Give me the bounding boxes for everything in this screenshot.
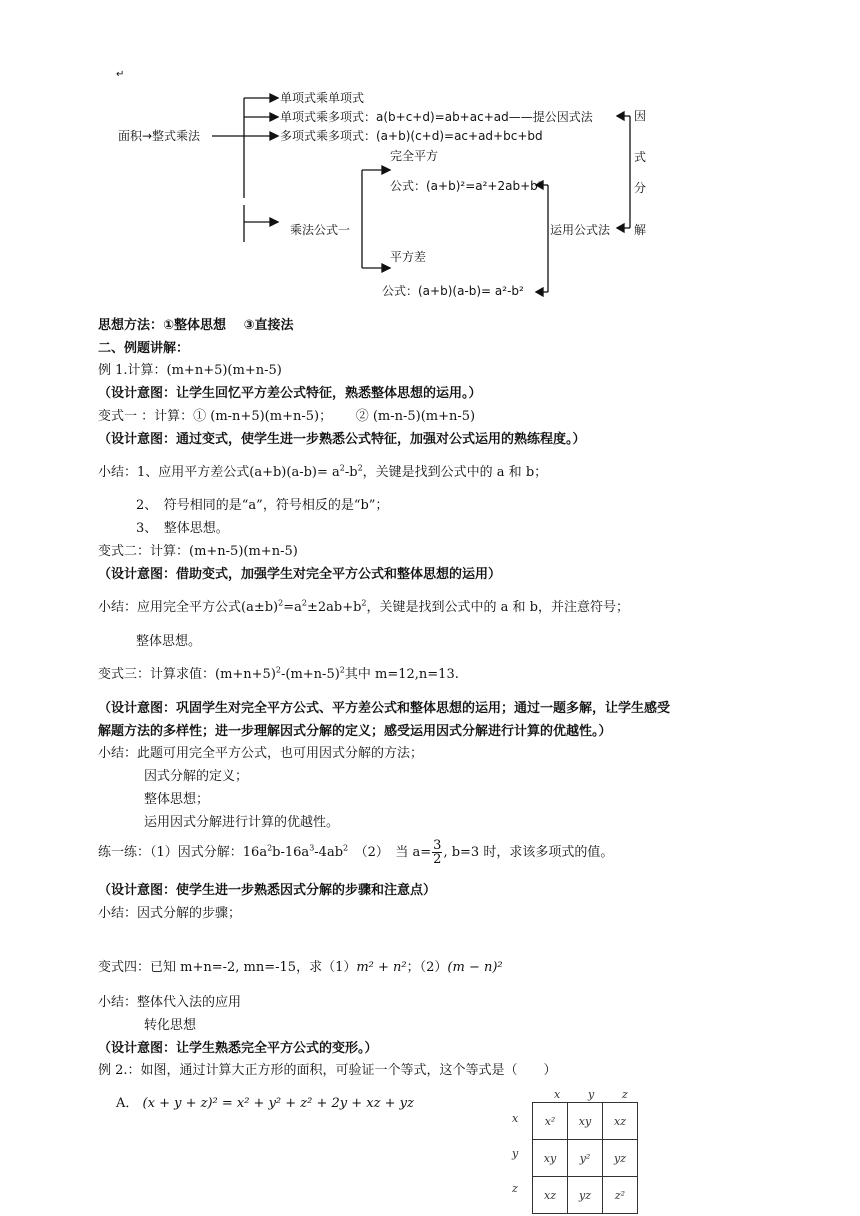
variation-1: 变式一 ：计算：① (m-n+5)(m+n-5)； ② (m-n-5)(m+n-5) bbox=[98, 409, 476, 424]
grid-cell: xz bbox=[603, 1103, 638, 1140]
diagram-factor-char-2: 式 bbox=[634, 150, 647, 164]
grid-cell: yz bbox=[568, 1177, 603, 1214]
grid-cell: xy bbox=[533, 1140, 568, 1177]
summary-3-line-1: 小结：此题可用完全平方公式，也可用因式分解的方法； bbox=[98, 746, 424, 761]
diagram-factor-char-4: 解 bbox=[634, 223, 647, 237]
option-a bbox=[116, 1096, 414, 1112]
diagram-perfect-square: 完全平方 bbox=[390, 149, 439, 163]
design-intent-2: （设计意图：通过变式，使学生进一步熟悉公式特征，加强对公式运用的熟练程度。） bbox=[98, 432, 586, 447]
diagram-use-formula: 运用公式法 bbox=[550, 223, 611, 237]
summary-1-line-2: 2、 符号相同的是“a”，符号相反的是“b”； bbox=[136, 498, 389, 513]
grid-table bbox=[532, 1102, 638, 1214]
diagram-diff-squares: 平方差 bbox=[390, 250, 427, 264]
grid-cell: x² bbox=[533, 1103, 568, 1140]
grid-cell: z² bbox=[603, 1177, 638, 1214]
design-intent-6: （设计意图：让学生熟悉完全平方公式的变形。） bbox=[98, 1041, 378, 1056]
diagram-diff-squares-formula: 公式：(a+b)(a-b)= a²-b² bbox=[382, 284, 524, 298]
summary-5-line-1: 小结：整体代入法的应用 bbox=[98, 995, 242, 1010]
section-heading: 二、例题讲解： bbox=[98, 341, 190, 356]
summary-4: 小结：因式分解的步骤； bbox=[98, 906, 242, 921]
practice-line: 练一练：（1）因式分解：$16a^2b-16a^3-4ab^2$ （2） 当 a= $\frac{3}{2}$ , b=3 时，求该多项式的值。 bbox=[98, 838, 614, 867]
knowledge-diagram bbox=[0, 0, 860, 310]
summary-1-line-1: 小结：1、应用平方差公式$(a+b)(a-b)= a^2-b^2$，关键是找到公式中的 a 和 b； bbox=[98, 463, 548, 480]
grid-cell: yz bbox=[603, 1140, 638, 1177]
summary-3-line-3: 整体思想； bbox=[144, 792, 210, 807]
variation-4: 变式四：已知 m+n=-2, mn=-15，求（1）m² + n²；（2）(m − n)² bbox=[98, 960, 503, 975]
diagram-branch-mono-mono: 单项式乘单项式 bbox=[280, 91, 365, 105]
summary-3-line-2: 因式分解的定义； bbox=[144, 769, 249, 784]
design-intent-4-line-2: 解题方法的多样性；进一步理解因式分解的定义；感受运用因式分解进行计算的优越性。） bbox=[98, 724, 612, 739]
expr-m-minus-n-squared: (m − n)² bbox=[447, 960, 503, 975]
diagram-formula-node: 乘法公式一 bbox=[290, 223, 351, 237]
variation-3: 变式三：计算求值：$(m+n+5)^2-(m+n-5)^2$其中 m=12,n=13. bbox=[98, 665, 459, 682]
summary-2-line-2: 整体思想。 bbox=[136, 634, 202, 649]
methods-line: 思想方法：①整体思想 ③直接法 bbox=[98, 318, 294, 333]
variation-2: 变式二：计算：(m+n-5)(m+n-5) bbox=[98, 544, 298, 559]
summary-1-line-3: 3、 整体思想。 bbox=[136, 521, 229, 536]
summary-3-line-4: 运用因式分解进行计算的优越性。 bbox=[144, 815, 340, 830]
diagram-branch-mono-poly: 单项式乘多项式：a(b+c+d)=ab+ac+ad——提公因式法 bbox=[280, 110, 593, 124]
diagram-perfect-square-formula: 公式：(a+b)²=a²+2ab+b² bbox=[390, 179, 543, 193]
grid-cell: xz bbox=[533, 1177, 568, 1214]
design-intent-1: （设计意图：让学生回忆平方差公式特征，熟悉整体思想的运用。） bbox=[98, 386, 482, 401]
area-grid-figure: x y z x y z x² xy xz xy y² yz xz yz z² bbox=[528, 1102, 638, 1210]
diagram-factor-char-1: 因 bbox=[634, 109, 647, 123]
option-a-label: A． bbox=[116, 1096, 139, 1111]
diagram-factor-char-3: 分 bbox=[634, 181, 647, 195]
option-a-expression: (x + y + z)² = x² + y² + z² + 2y + xz + yz bbox=[142, 1096, 414, 1111]
example-1: 例 1.计算：(m+n+5)(m+n-5) bbox=[98, 363, 282, 378]
example-2: 例 2.：如图，通过计算大正方形的面积，可验证一个等式，这个等式是（ ） bbox=[98, 1063, 557, 1078]
return-mark: ↵ bbox=[116, 69, 125, 80]
diagram-branch-poly-poly: 多项式乘多项式：(a+b)(c+d)=ac+ad+bc+bd bbox=[280, 129, 543, 143]
grid-cell: xy bbox=[568, 1103, 603, 1140]
design-intent-5: （设计意图：使学生进一步熟悉因式分解的步骤和注意点） bbox=[98, 883, 437, 898]
diagram-root: 面积→整式乘法 bbox=[118, 129, 201, 143]
summary-2-line-1: 小结：应用完全平方公式$(a\pm b)^2=a^2\pm 2ab+b^2$，关键是找到公式中的 a 和 b，并注意符号； bbox=[98, 598, 629, 615]
expr-m2-plus-n2: m² + n² bbox=[356, 960, 407, 975]
fraction-three-halves: $\frac{3}{2}$ bbox=[433, 838, 442, 867]
design-intent-3: （设计意图：借助变式，加强学生对完全平方公式和整体思想的运用） bbox=[98, 567, 502, 582]
summary-5-line-2: 转化思想 bbox=[144, 1018, 197, 1033]
grid-cell: y² bbox=[568, 1140, 603, 1177]
design-intent-4-line-1: （设计意图：巩固学生对完全平方公式、平方差公式和整体思想的运用；通过一题多解，让学生感受 bbox=[98, 701, 671, 716]
